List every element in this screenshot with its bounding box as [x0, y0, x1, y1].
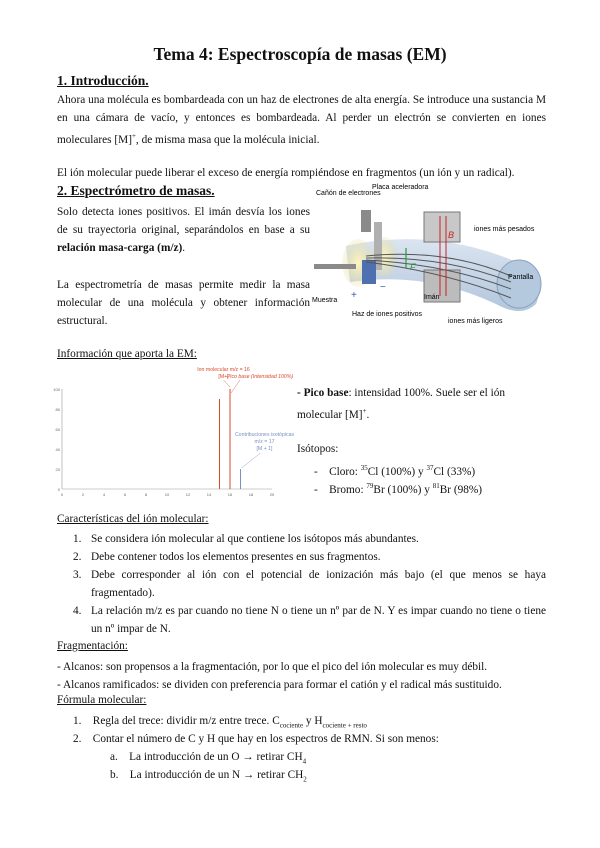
mass-spectrum-chart [50, 365, 295, 500]
formula-heading: Fórmula molecular: [57, 694, 147, 706]
x-tick-label: 18 [248, 492, 254, 497]
force-label: F [410, 262, 416, 272]
pico-base-text: - Pico base: intensidad 100%. Suele ser el ión molecular [M]+. [297, 387, 506, 421]
formula-item-2: 2. Contar el número de C y H que hay en los espectros de RMN. Si son menos: [73, 733, 439, 745]
info-heading: Información que aporta la EM: [57, 348, 197, 360]
label-pantalla: Pantalla [508, 274, 534, 281]
annotation-arrow [242, 453, 261, 468]
list-number: 2. [73, 551, 82, 563]
list-item [57, 548, 546, 566]
bromo-line: - Bromo: $^{79}$Br (100%) y $^{81}$Br (98%) [314, 482, 483, 496]
formula-item-b: b. La introducción de un N → retirar $CH_2$ [110, 769, 307, 784]
label-iman: Imán [424, 294, 440, 301]
formula-item-a: a. La introducción de un O → retirar $CH_4$ [110, 751, 307, 766]
x-tick-label: 14 [206, 492, 212, 497]
peak-annotation-molecular-sub: [M+] [218, 374, 229, 380]
list-item [57, 566, 546, 602]
list-item [57, 602, 546, 638]
label-placa: Placa aceleradora [372, 184, 429, 191]
formula-item-1: 1. Regla del trece: dividir m/z entre trece. $C_{cociente}$ y $H_{cociente + resto}$ [73, 715, 367, 730]
y-tick-label: 40 [55, 447, 60, 452]
label-iones-pesados: iones más pesados [474, 226, 535, 233]
minus-sign: − [380, 282, 386, 293]
peak-annotation-molecular: Ion molecular m/z = 16 [197, 367, 250, 373]
caracteristicas-heading: Características del ión molecular: [57, 513, 209, 525]
list-text: Debe corresponder al ión con el potencial de ionización más bajo (el que menos se haya fragmentado). [91, 569, 546, 599]
label-haz: Haz de iones positivos [352, 311, 423, 318]
x-tick-label: 8 [144, 492, 148, 497]
label-muestra: Muestra [312, 297, 338, 304]
fragmentacion-line-1: - Alcanos: son propensos a la fragmentación, por lo que el pico del ión molecular es muy débil. [57, 661, 488, 673]
y-tick-label: 0 [57, 487, 60, 492]
positive-plate [362, 260, 376, 284]
electron-gun [361, 210, 371, 232]
y-tick-label: 100 [53, 387, 60, 392]
isotopos-label: Isótopos: [297, 443, 339, 455]
x-tick-label: 6 [123, 492, 127, 497]
x-tick-label: 2 [81, 492, 85, 497]
list-text: Se considera ión molecular al que contiene los isótopos más abundantes. [91, 533, 419, 545]
x-tick-label: 0 [60, 492, 64, 497]
x-tick-label: 16 [227, 492, 233, 497]
list-number: 3. [73, 569, 82, 581]
list-number: 4. [73, 605, 82, 617]
peak-annotation-base: Pico base (Intensidad 100%) [226, 374, 294, 380]
list-item [57, 530, 546, 548]
x-tick-label: 10 [164, 492, 170, 497]
fragmentacion-line-2: - Alcanos ramificados: se dividen con preferencia para formar el catión y el radical más sustituido. [57, 679, 502, 691]
list-number: 1. [73, 533, 82, 545]
page-title: Tema 4: Espectroscopía de masas (EM) [153, 44, 447, 64]
peak-annotation-isotope-sub: m/z = 17 [254, 439, 275, 445]
intro-paragraph-2: El ión molecular puede liberar el exceso de energía rompiéndose en fragmentos (un ión y un radical). [57, 167, 515, 179]
list-text: La relación m/z es par cuando no tiene N o tiene un nº par de N. Y es impar cuando no tiene o tiene un nº impar de N. [91, 605, 546, 635]
x-tick-label: 4 [102, 492, 106, 497]
y-tick-label: 20 [55, 467, 60, 472]
spectro-paragraph-2: La espectrometría de masas permite medir la masa molecular de una molécula y obtener información estructural. [57, 279, 310, 328]
sample-inlet [314, 264, 356, 269]
x-tick-label: 12 [185, 492, 191, 497]
label-iones-ligeros: iones más ligeros [448, 318, 503, 325]
annotation-arrow [224, 380, 231, 387]
caracteristicas-list [57, 530, 546, 638]
intro-heading: 1. Introducción. [57, 73, 149, 88]
screen [497, 260, 541, 308]
intro-paragraph-1: Ahora una molécula es bombardeada con un haz de electrones de alta energía. Se introduce una sustancia M en una cámara de vacío, y entonces es bombardeada. Al perder un electrón se convierten en iones moleculares [M]+, de misma masa que la molécula inicial. [57, 94, 546, 147]
y-tick-label: 80 [55, 407, 60, 412]
label-canon: Cañón de electrones [316, 190, 381, 197]
list-text: Debe contener todos los elementos presentes en sus fragmentos. [91, 551, 381, 563]
peak-annotation-isotope-sub2: [M + 1] [256, 446, 273, 452]
plus-sign: + [351, 290, 357, 301]
spectro-paragraph-1: Solo detecta iones positivos. El imán desvía los iones de su trayectoria original, separándolos en base a su relación masa-carga (m/z). [57, 206, 310, 255]
field-label: B [448, 230, 455, 240]
fragmentacion-heading: Fragmentación: [57, 640, 128, 652]
y-tick-label: 60 [55, 427, 60, 432]
spectro-heading: 2. Espectrómetro de masas. [57, 183, 215, 198]
peak-annotation-isotope: Contribuciones isotópicas [234, 432, 295, 438]
cloro-line: - Cloro: $^{35}$Cl (100%) y $^{37}$Cl (33%) [314, 464, 476, 478]
x-tick-label: 20 [269, 492, 275, 497]
annotation-arrow [231, 380, 240, 393]
mass-spectrometer-diagram [306, 186, 550, 334]
magnet-top [424, 212, 460, 242]
